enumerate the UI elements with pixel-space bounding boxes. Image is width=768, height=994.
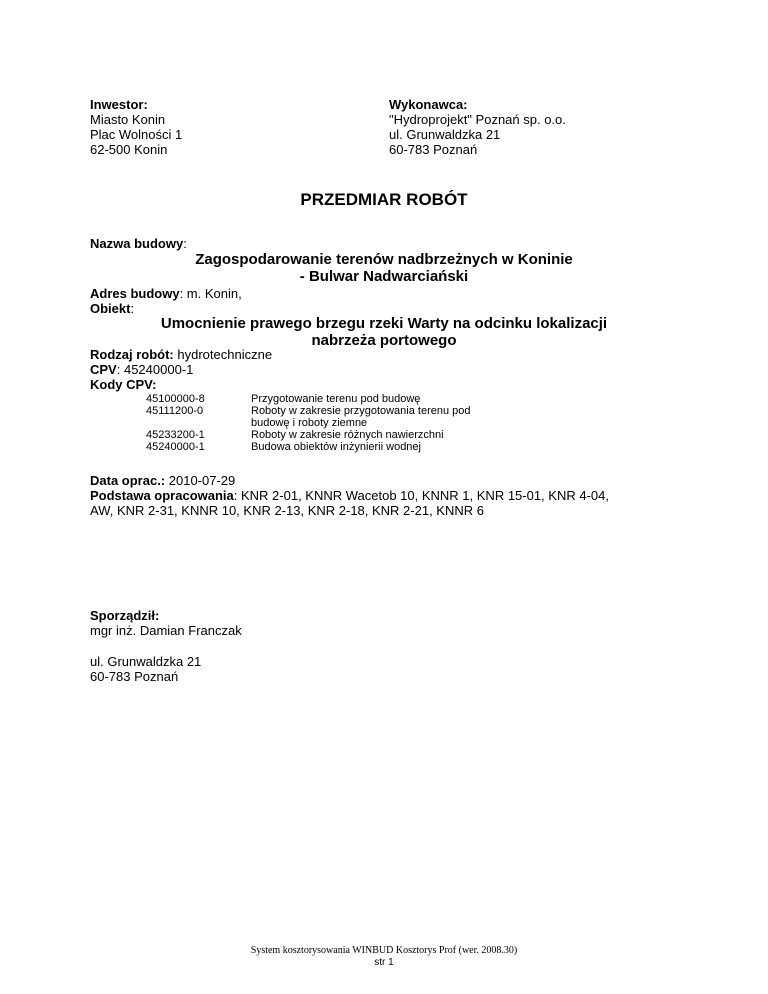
investor-line: Plac Wolności 1 <box>90 127 183 142</box>
prepared-by-address <box>90 654 201 684</box>
building-name-line: - Bulwar Nadwarciański <box>299 268 469 285</box>
cpv-desc: Roboty w zakresie przygotowania terenu pod budowę i roboty ziemne <box>251 405 471 429</box>
object-label-row: Obiekt: <box>90 301 135 316</box>
cpv-row <box>90 362 193 377</box>
cpv-codes-label: Kody CPV: <box>90 377 157 392</box>
prepared-by-label: Sporządził: <box>90 608 160 623</box>
cpv-label: CPV <box>90 362 117 377</box>
cpv-code: 45111200-0 <box>146 405 204 417</box>
date-label: Data oprac.: <box>90 473 166 488</box>
basis-value: : KNR 2-01, KNNR Wacetob 10, KNNR 1, KNR 15-01, KNR 4-04, <box>233 488 609 503</box>
basis-label: Podstawa opracowania <box>90 488 234 503</box>
work-type-value: hydrotechniczne <box>173 347 273 362</box>
cpv-code: 45240000-1 <box>146 441 205 453</box>
footer-page-number: str 1 <box>374 957 394 968</box>
object-line: Umocnienie prawego brzegu rzeki Warty na odcinku lokalizacji <box>160 315 608 332</box>
date-value: 2010-07-29 <box>165 473 236 488</box>
building-address-label: Adres budowy <box>90 286 180 301</box>
cpv-value: : 45240000-1 <box>116 362 194 377</box>
basis-block <box>90 488 730 518</box>
contractor-line: 60-783 Poznań <box>389 142 478 157</box>
cpv-codes-label-row <box>90 377 156 392</box>
cpv-desc: Budowa obiektów inżynierii wodnej <box>251 441 421 453</box>
object-label: Obiekt <box>90 301 131 316</box>
basis-line: AW, KNR 2-31, KNNR 10, KNR 2-13, KNR 2-18, KNR 2-21, KNNR 6 <box>90 503 484 518</box>
address-line: ul. Grunwaldzka 21 <box>90 654 202 669</box>
cpv-code: 45100000-8 <box>146 393 205 405</box>
date-row <box>90 473 235 488</box>
object-line: nabrzeża portowego <box>311 332 457 349</box>
cpv-desc: Przygotowanie terenu pod budowę <box>251 393 421 405</box>
contractor-line: ul. Grunwaldzka 21 <box>389 127 501 142</box>
investor-block <box>90 97 182 157</box>
footer-system: System kosztorysowania WINBUD Kosztorys Prof (wer. 2008.30) <box>250 945 518 956</box>
building-name-value <box>90 251 678 285</box>
prepared-by-block <box>90 608 242 638</box>
basis-line <box>90 488 730 503</box>
building-address-value: : m. Konin, <box>179 286 242 301</box>
work-type-row <box>90 347 272 362</box>
contractor-heading: Wykonawca: <box>389 97 468 112</box>
contractor-line: "Hydroprojekt" Poznań sp. o.o. <box>389 112 566 127</box>
contractor-block <box>389 97 566 157</box>
investor-line: Miasto Konin <box>90 112 166 127</box>
work-type-label: Rodzaj robót: <box>90 347 174 362</box>
document-title: PRZEDMIAR ROBÓT <box>300 190 468 209</box>
object-value <box>90 315 678 349</box>
cpv-desc: Roboty w zakresie różnych nawierzchni <box>251 429 444 441</box>
cpv-code: 45233200-1 <box>146 429 205 441</box>
investor-heading: Inwestor: <box>90 97 148 112</box>
investor-line: 62-500 Konin <box>90 142 168 157</box>
prepared-by-name: mgr inż. Damian Franczak <box>90 623 242 638</box>
building-name-label: Nazwa budowy <box>90 236 184 251</box>
building-name-line: Zagospodarowanie terenów nadbrzeżnych w Koninie <box>195 251 573 268</box>
building-name-label-row: Nazwa budowy: <box>90 236 187 251</box>
building-address-row <box>90 286 242 301</box>
cpv-codes-list <box>146 393 506 463</box>
address-line: 60-783 Poznań <box>90 669 179 684</box>
